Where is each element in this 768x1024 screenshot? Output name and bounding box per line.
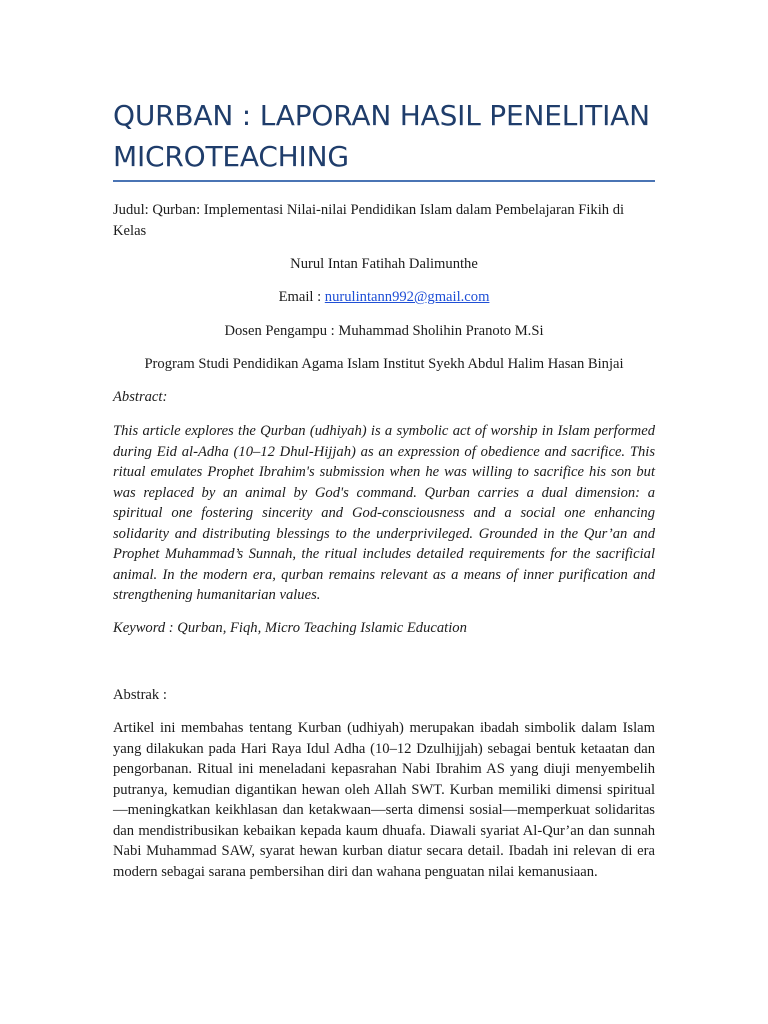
abstract-heading: Abstract: bbox=[113, 389, 168, 405]
judul-line: Judul: Qurban: Implementasi Nilai-nilai Pendidikan Islam dalam Pembelajaran Fikih di Kelas bbox=[113, 202, 625, 239]
email-line bbox=[113, 287, 655, 308]
email-label: Email : bbox=[278, 289, 325, 305]
abstrak-heading: Abstrak : bbox=[113, 687, 167, 703]
email-link[interactable]: nurulintann992@gmail.com bbox=[324, 289, 490, 305]
institution-line: Program Studi Pendidikan Agama Islam Institut Syekh Abdul Halim Hasan Binjai bbox=[144, 356, 624, 372]
author-name: Nurul Intan Fatihah Dalimunthe bbox=[290, 256, 478, 272]
document-title: QURBAN : LAPORAN HASIL PENELITIAN MICROTEACHING bbox=[113, 99, 650, 173]
title-divider bbox=[113, 180, 655, 182]
keywords-line: Keyword : Qurban, Fiqh, Micro Teaching Islamic Education bbox=[113, 620, 467, 636]
abstrak-text: Artikel ini membahas tentang Kurban (udhiyah) merupakan ibadah simbolik dalam Islam yang dilakukan pada Hari Raya Idul Adha (10–12 Dzulhijjah) sebagai bentuk ketaatan dan pengorbanan. Ritual ini meneladani kepasrahan Nabi Ibrahim AS yang diuji menyembelih putranya, kemudian digantikan hewan oleh Allah SWT. Kurban memiliki dimensi spiritual—meningkatkan keikhlasan dan ketakwaan—serta dimensi sosial—memperkuat solidaritas dan mendistribusikan kebaikan kepada kaum dhuafa. Diawali syariat Al-Qur’an dan sunnah Nabi Muhammad SAW, syarat hewan kurban diatur secara detail. Ibadah ini relevan di era modern sebagai sarana pembersihan diri dan wahana penguatan nilai kemanusiaan. bbox=[113, 720, 655, 880]
abstract-text: This article explores the Qurban (udhiyah) is a symbolic act of worship in Islam performed during Eid al-Adha (10–12 Dhul-Hijjah) as an expression of obedience and sacrifice. This ritual emulates Prophet Ibrahim's submission when he was willing to sacrifice his son but was replaced by an animal by God's command. Qurban carries a dual dimension: a spiritual one fostering sincerity and God-consciousness and a social one enhancing solidarity and distributing blessings to the underprivileged. Grounded in the Qur’an and Prophet Muhammad’s Sunnah, the ritual includes detailed requirements for the sacrificial animal. In the modern era, qurban remains relevant as a means of inner purification and strengthening humanitarian values. bbox=[113, 423, 655, 603]
supervisor-line: Dosen Pengampu : Muhammad Sholihin Pranoto M.Si bbox=[224, 323, 544, 339]
